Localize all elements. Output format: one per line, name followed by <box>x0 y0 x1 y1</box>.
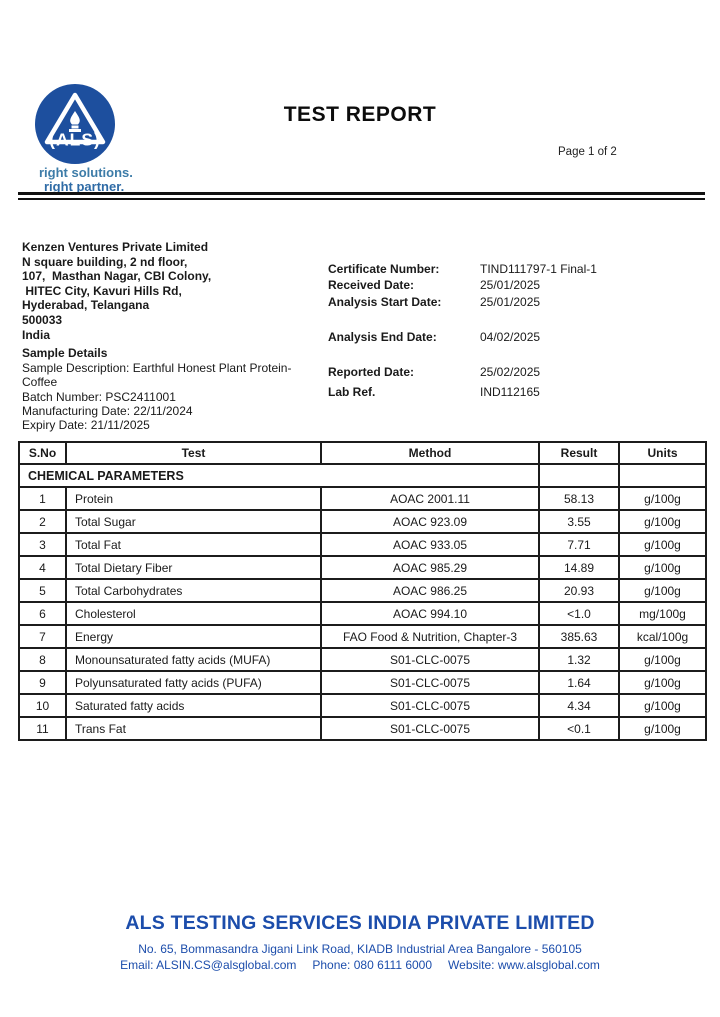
test-cell: Energy <box>66 625 321 648</box>
lab-phone: Phone: 080 6111 6000 <box>312 958 433 972</box>
field-label: Analysis End Date: <box>328 330 437 344</box>
method-cell: S01-CLC-0075 <box>321 648 539 671</box>
header-divider <box>18 192 705 200</box>
units-cell: g/100g <box>619 510 706 533</box>
field-value: IND112165 <box>480 385 540 399</box>
units-cell: g/100g <box>619 671 706 694</box>
column-header-test: Test <box>66 442 321 464</box>
field-label: Received Date: <box>328 278 415 292</box>
results-table-body <box>19 487 706 740</box>
units-cell: kcal/100g <box>619 625 706 648</box>
sample-details-heading: Sample Details <box>22 346 108 360</box>
sample-detail-line: Manufacturing Date: 22/11/2024 <box>22 403 193 418</box>
sno-cell: 2 <box>19 510 66 533</box>
tagline-line2: right partner. <box>44 179 125 194</box>
units-cell: mg/100g <box>619 602 706 625</box>
table-row <box>19 648 706 671</box>
result-cell: 3.55 <box>539 510 619 533</box>
units-cell: g/100g <box>619 533 706 556</box>
brand-tagline <box>39 166 133 194</box>
result-cell: 7.71 <box>539 533 619 556</box>
table-header-row <box>19 442 706 464</box>
units-cell: g/100g <box>619 487 706 510</box>
table-row <box>19 717 706 740</box>
field-value: 25/02/2025 <box>480 365 541 379</box>
certificate-field <box>328 329 708 345</box>
method-cell: S01-CLC-0075 <box>321 717 539 740</box>
table-row <box>19 579 706 602</box>
client-address-line: Kenzen Ventures Private Limited <box>22 240 209 254</box>
lab-email: Email: ALSIN.CS@alsglobal.com <box>120 958 297 972</box>
field-value: TIND111797-1 Final-1 <box>480 262 597 276</box>
client-address-line: HITEC City, Kavuri Hills Rd, <box>22 283 182 298</box>
test-cell: Trans Fat <box>66 717 321 740</box>
table-row <box>19 533 706 556</box>
table-row <box>19 625 706 648</box>
client-address-line: N square building, 2 nd floor, <box>22 254 188 269</box>
sno-cell: 3 <box>19 533 66 556</box>
column-header-result: Result <box>539 442 619 464</box>
units-cell: g/100g <box>619 717 706 740</box>
units-cell: g/100g <box>619 694 706 717</box>
client-address-line: Hyderabad, Telangana <box>22 298 150 313</box>
table-row <box>19 694 706 717</box>
sno-cell: 5 <box>19 579 66 602</box>
sno-cell: 9 <box>19 671 66 694</box>
method-cell: AOAC 986.25 <box>321 579 539 602</box>
method-cell: AOAC 923.09 <box>321 510 539 533</box>
table-row <box>19 487 706 510</box>
page-indicator: Page 1 of 2 <box>558 146 617 158</box>
certificate-field <box>328 294 708 310</box>
method-cell: FAO Food & Nutrition, Chapter-3 <box>321 625 539 648</box>
units-cell: g/100g <box>619 579 706 602</box>
sno-cell: 10 <box>19 694 66 717</box>
result-cell: 20.93 <box>539 579 619 602</box>
lab-company-name: ALS TESTING SERVICES INDIA PRIVATE LIMITED <box>125 912 595 934</box>
method-cell: S01-CLC-0075 <box>321 694 539 717</box>
result-cell: 14.89 <box>539 556 619 579</box>
sno-cell: 1 <box>19 487 66 510</box>
table-row <box>19 556 706 579</box>
units-cell: g/100g <box>619 648 706 671</box>
section-empty-units-cell <box>619 464 706 487</box>
lab-website: Website: www.alsglobal.com <box>448 958 600 972</box>
result-cell: 1.64 <box>539 671 619 694</box>
sample-detail-line: Sample Description: Earthful Honest Plant Protein-Coffee <box>22 361 292 390</box>
result-cell: 1.32 <box>539 648 619 671</box>
certificate-field <box>328 364 708 380</box>
tagline-line1: right solutions. <box>39 165 133 180</box>
sample-details-block <box>22 346 318 432</box>
sno-cell: 6 <box>19 602 66 625</box>
table-row <box>19 510 706 533</box>
result-cell: 385.63 <box>539 625 619 648</box>
field-value: 25/01/2025 <box>480 278 541 292</box>
table-row <box>19 671 706 694</box>
test-cell: Saturated fatty acids <box>66 694 321 717</box>
sno-cell: 8 <box>19 648 66 671</box>
method-cell: AOAC 994.10 <box>321 602 539 625</box>
result-cell: 4.34 <box>539 694 619 717</box>
section-row <box>19 464 706 487</box>
column-header-units: Units <box>619 442 706 464</box>
result-cell: <1.0 <box>539 602 619 625</box>
sample-detail-line: Expiry Date: 21/11/2025 <box>22 418 150 433</box>
field-label: Lab Ref. <box>328 385 376 399</box>
lab-footer <box>0 912 720 972</box>
method-cell: AOAC 985.29 <box>321 556 539 579</box>
section-title: CHEMICAL PARAMETERS <box>19 464 539 487</box>
test-cell: Cholesterol <box>66 602 321 625</box>
test-cell: Total Carbohydrates <box>66 579 321 602</box>
sno-cell: 11 <box>19 717 66 740</box>
certificate-field <box>328 261 708 277</box>
sample-details-lines <box>22 361 318 432</box>
field-value: 25/01/2025 <box>480 295 541 309</box>
results-table <box>18 441 707 741</box>
units-cell: g/100g <box>619 556 706 579</box>
certificate-info-block <box>328 261 708 400</box>
test-cell: Total Sugar <box>66 510 321 533</box>
lab-contact-line <box>0 958 720 972</box>
result-cell: <0.1 <box>539 717 619 740</box>
result-cell: 58.13 <box>539 487 619 510</box>
test-cell: Monounsaturated fatty acids (MUFA) <box>66 648 321 671</box>
page-title: TEST REPORT <box>283 103 437 126</box>
client-address-line: 107, Masthan Nagar, CBI Colony, <box>22 269 212 284</box>
client-address-block <box>22 240 318 342</box>
field-label: Reported Date: <box>328 365 415 379</box>
sno-cell: 4 <box>19 556 66 579</box>
client-address-line: 500033 <box>22 312 63 327</box>
column-header-method: Method <box>321 442 539 464</box>
method-cell: S01-CLC-0075 <box>321 671 539 694</box>
field-label: Analysis Start Date: <box>328 295 442 309</box>
field-value: 04/02/2025 <box>480 330 541 344</box>
certificate-field <box>328 277 708 293</box>
test-cell: Polyunsaturated fatty acids (PUFA) <box>66 671 321 694</box>
certificate-field <box>328 384 708 400</box>
test-cell: Total Dietary Fiber <box>66 556 321 579</box>
section-empty-result-cell <box>539 464 619 487</box>
test-cell: Protein <box>66 487 321 510</box>
svg-text:(ALS): (ALS) <box>49 129 101 150</box>
method-cell: AOAC 933.05 <box>321 533 539 556</box>
sample-detail-line: Batch Number: PSC2411001 <box>22 389 176 404</box>
column-header-sno: S.No <box>19 442 66 464</box>
field-label: Certificate Number: <box>328 262 440 276</box>
table-row <box>19 602 706 625</box>
sno-cell: 7 <box>19 625 66 648</box>
client-address-line: India <box>22 327 51 342</box>
test-cell: Total Fat <box>66 533 321 556</box>
method-cell: AOAC 2001.11 <box>321 487 539 510</box>
lab-address: No. 65, Bommasandra Jigani Link Road, KIADB Industrial Area Bangalore - 560105 <box>138 942 582 956</box>
